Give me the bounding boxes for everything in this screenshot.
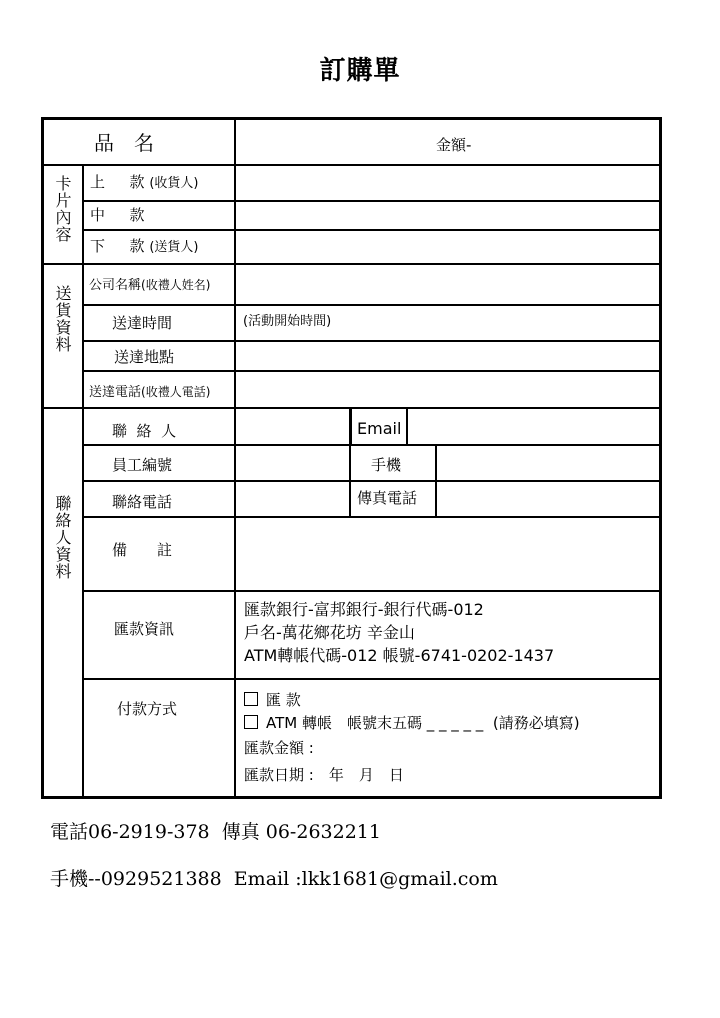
card-section-label: 卡片內容 bbox=[53, 175, 72, 243]
row-line bbox=[44, 164, 659, 166]
amount-header: 金額- bbox=[436, 136, 472, 154]
row-line bbox=[82, 480, 659, 482]
payment-option-atm[interactable] bbox=[244, 714, 580, 732]
cell-divider bbox=[406, 408, 408, 444]
checkbox[interactable] bbox=[244, 692, 258, 706]
remark-label: 備 註 bbox=[112, 541, 173, 559]
upper-note: (收貨人) bbox=[149, 176, 199, 191]
delivery-time-value: (活動開始時間) bbox=[243, 314, 332, 329]
upper-text: 上 款 bbox=[90, 173, 145, 191]
row-line bbox=[82, 229, 659, 231]
footer-phone-fax: 電話06-2919-378 傳真 06-2632211 bbox=[50, 821, 381, 843]
order-form-table bbox=[41, 117, 662, 799]
row-line bbox=[82, 304, 659, 306]
column-divider bbox=[234, 120, 236, 796]
footer-mobile-email: 手機--0929521388 Email :lkk1681@gmail.com bbox=[50, 868, 498, 890]
upper-label bbox=[90, 173, 198, 193]
row-line bbox=[82, 590, 659, 592]
contact-person-label: 聯 絡 人 bbox=[112, 422, 177, 440]
lower-label bbox=[90, 237, 198, 257]
company-text: 公司名稱 bbox=[89, 278, 142, 293]
row-line bbox=[82, 444, 659, 446]
remit-date-label: 匯款日期 : 年 月 日 bbox=[244, 766, 404, 784]
row-line bbox=[82, 340, 659, 342]
employee-id-label: 員工編號 bbox=[112, 456, 173, 474]
row-line bbox=[82, 370, 659, 372]
row-line bbox=[82, 678, 659, 680]
cell-divider bbox=[349, 444, 351, 516]
fax-label: 傳真電話 bbox=[357, 489, 418, 507]
item-name-header: 品 名 bbox=[94, 131, 154, 155]
remit-info-line2: 戶名-萬花鄉花坊 辛金山 bbox=[244, 623, 415, 642]
remit-info-line1: 匯款銀行-富邦銀行-銀行代碼-012 bbox=[244, 600, 484, 619]
contact-section-label: 聯絡人資料 bbox=[53, 495, 72, 580]
payment-option-atm-text: ATM 轉帳 帳號末五碼 _ _ _ _ _ (請務必填寫) bbox=[266, 714, 580, 732]
delivery-section-label: 送貨資料 bbox=[53, 285, 72, 353]
page-title: 訂購單 bbox=[319, 56, 401, 86]
remit-amount-label: 匯款金額 : bbox=[244, 739, 314, 757]
cell-divider bbox=[349, 408, 352, 444]
contact-phone-label: 聯絡電話 bbox=[112, 493, 173, 511]
delivery-phone-label bbox=[89, 383, 210, 402]
remit-info-line3: ATM轉帳代碼-012 帳號-6741-0202-1437 bbox=[244, 646, 555, 665]
cell-divider bbox=[435, 444, 437, 516]
payment-method-label: 付款方式 bbox=[117, 700, 178, 718]
middle-text: 中 款 bbox=[90, 206, 145, 224]
row-line bbox=[44, 263, 659, 265]
payment-option-remit[interactable] bbox=[244, 691, 301, 709]
middle-label bbox=[90, 206, 145, 224]
lower-text: 下 款 bbox=[90, 237, 145, 255]
delivery-time-label: 送達時間 bbox=[112, 314, 173, 332]
mobile-label: 手機 bbox=[371, 456, 402, 474]
lower-note: (送貨人) bbox=[149, 240, 199, 255]
row-line bbox=[82, 516, 659, 518]
company-note: (收禮人姓名) bbox=[141, 278, 211, 292]
checkbox[interactable] bbox=[244, 715, 258, 729]
payment-option-remit-text: 匯 款 bbox=[266, 691, 301, 709]
delivery-phone-text: 送達電話 bbox=[89, 385, 142, 400]
row-line bbox=[82, 200, 659, 202]
delivery-phone-note: (收禮人電話) bbox=[141, 385, 211, 399]
remit-info-label: 匯款資訊 bbox=[114, 620, 175, 638]
email-label: Email bbox=[357, 419, 402, 438]
delivery-place-label: 送達地點 bbox=[114, 348, 175, 366]
company-label bbox=[89, 276, 210, 295]
